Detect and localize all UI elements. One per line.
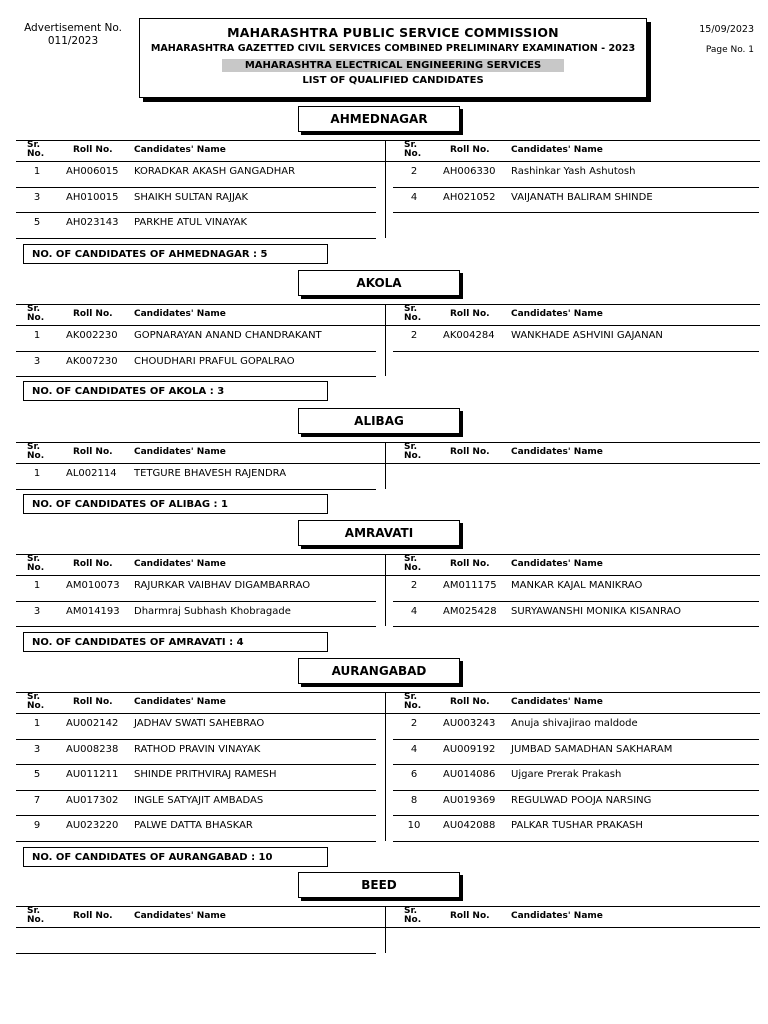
commission-title: MAHARASHTRA PUBLIC SERVICE COMMISSION — [227, 25, 559, 40]
table-header-border — [16, 325, 760, 326]
advertisement-value: 011/2023 — [47, 35, 99, 47]
candidate-count: NO. OF CANDIDATES OF AHMEDNAGAR : 5 — [23, 244, 328, 264]
table-row-sr: 10 — [407, 820, 421, 832]
header-roll-no: Roll No. — [73, 447, 113, 457]
header-roll-no: Roll No. — [450, 447, 490, 457]
header-candidate-name: Candidates' Name — [511, 447, 603, 457]
table-row-roll: AU017302 — [66, 794, 119, 806]
table-row-roll: AM010073 — [66, 580, 120, 591]
header-no: No. — [27, 915, 45, 925]
candidate-count: NO. OF CANDIDATES OF AKOLA : 3 — [23, 381, 328, 401]
header-sr: Sr. — [404, 554, 418, 564]
header-no: No. — [27, 451, 45, 461]
table-row-roll: AK004284 — [443, 330, 495, 341]
header-no: No. — [404, 915, 422, 925]
header-candidate-name: Candidates' Name — [511, 559, 603, 569]
table-header-border — [16, 463, 760, 464]
header-sr: Sr. — [404, 692, 418, 702]
header-candidate-name: Candidates' Name — [134, 447, 226, 457]
table-row-name: PALWE DATTA BHASKAR — [134, 820, 253, 832]
table-row-border — [16, 815, 376, 816]
table-row-name: Rashinkar Yash Ashutosh — [511, 166, 636, 177]
header-sr: Sr. — [27, 692, 41, 702]
table-row-border — [393, 815, 759, 816]
header-no: No. — [404, 313, 422, 323]
table-row-roll: AH023143 — [66, 217, 119, 229]
table-row-name: GOPNARAYAN ANAND CHANDRAKANT — [134, 330, 322, 341]
table-row-border — [16, 238, 376, 239]
table-row-sr: 8 — [410, 794, 418, 806]
header-roll-no: Roll No. — [73, 697, 113, 707]
header-sr: Sr. — [404, 140, 418, 150]
table-row-sr: 1 — [33, 718, 41, 729]
table-row-border — [16, 489, 376, 490]
header-candidate-name: Candidates' Name — [134, 559, 226, 569]
header-sr: Sr. — [404, 906, 418, 916]
exam-title: MAHARASHTRA GAZETTED CIVIL SERVICES COMBINED PRELIMINARY EXAMINATION - 2023 — [150, 43, 636, 54]
table-row-border — [16, 351, 376, 352]
table-row-roll: AH021052 — [443, 191, 496, 203]
header-roll-no: Roll No. — [73, 309, 113, 319]
header-roll-no: Roll No. — [450, 697, 490, 707]
header-sr: Sr. — [27, 140, 41, 150]
page-number: Page No. 1 — [705, 45, 754, 55]
table-row-border — [16, 626, 376, 627]
table-row-name: TETGURE BHAVESH RAJENDRA — [134, 468, 287, 479]
advertisement-label: Advertisement No. — [24, 22, 122, 34]
table-row-sr: 3 — [33, 355, 41, 367]
table-row-border — [393, 187, 759, 188]
table-row-roll: AH006330 — [443, 166, 496, 177]
table-top-border — [16, 906, 760, 907]
header-sr: Sr. — [27, 442, 41, 452]
table-row-roll: AU014086 — [443, 769, 496, 781]
table-row-sr: 2 — [410, 718, 418, 729]
header-candidate-name: Candidates' Name — [134, 697, 226, 707]
table-row-sr: 4 — [410, 605, 418, 617]
table-row-name: RATHOD PRAVIN VINAYAK — [134, 743, 261, 755]
header-sr: Sr. — [404, 442, 418, 452]
table-row-sr: 1 — [33, 580, 41, 591]
column-divider — [385, 692, 386, 841]
candidate-count: NO. OF CANDIDATES OF AMRAVATI : 4 — [23, 632, 328, 652]
table-top-border — [16, 140, 760, 141]
column-divider — [385, 554, 386, 626]
table-top-border — [16, 442, 760, 443]
table-row-sr: 2 — [410, 580, 418, 591]
table-row-roll: AU008238 — [66, 743, 119, 755]
table-row-border — [393, 764, 759, 765]
table-row-sr: 1 — [33, 330, 41, 341]
table-header-border — [16, 575, 760, 576]
district-title: BEED — [298, 872, 460, 898]
header-no: No. — [404, 149, 422, 159]
table-row-sr: 3 — [33, 605, 41, 617]
header-no: No. — [404, 701, 422, 711]
header-no: No. — [27, 701, 45, 711]
table-row-border — [16, 739, 376, 740]
header-roll-no: Roll No. — [450, 309, 490, 319]
table-row-sr: 7 — [33, 794, 41, 806]
list-title: LIST OF QUALIFIED CANDIDATES — [302, 75, 484, 86]
table-row-name: JUMBAD SAMADHAN SAKHARAM — [511, 743, 673, 755]
table-row-name: WANKHADE ASHVINI GAJANAN — [511, 330, 663, 341]
document-header — [139, 18, 647, 98]
header-roll-no: Roll No. — [73, 911, 113, 921]
header-candidate-name: Candidates' Name — [134, 309, 226, 319]
header-candidate-name: Candidates' Name — [511, 697, 603, 707]
table-row-roll: AM014193 — [66, 605, 120, 617]
table-row-border — [393, 601, 759, 602]
table-row-border — [393, 212, 759, 213]
table-row-name: PARKHE ATUL VINAYAK — [134, 217, 248, 229]
table-row-roll: AH006015 — [66, 166, 119, 177]
header-sr: Sr. — [27, 554, 41, 564]
table-top-border — [16, 554, 760, 555]
district-title: AHMEDNAGAR — [298, 106, 460, 132]
header-no: No. — [404, 563, 422, 573]
table-row-sr: 1 — [33, 468, 41, 479]
table-row-border — [393, 626, 759, 627]
table-row-name: JADHAV SWATI SAHEBRAO — [134, 718, 265, 729]
table-row-roll: AU023220 — [66, 820, 119, 832]
table-header-border — [16, 713, 760, 714]
table-row-border — [16, 212, 376, 213]
header-roll-no: Roll No. — [450, 145, 490, 155]
table-header-border — [16, 927, 760, 928]
table-row-sr: 6 — [410, 769, 418, 781]
table-row-roll: AU002142 — [66, 718, 119, 729]
table-row-name: Anuja shivajirao maldode — [511, 718, 638, 729]
header-roll-no: Roll No. — [450, 559, 490, 569]
table-row-border — [16, 601, 376, 602]
table-row-roll: AU009192 — [443, 743, 496, 755]
header-no: No. — [27, 563, 45, 573]
table-row-roll: AU042088 — [443, 820, 496, 832]
document-date: 15/09/2023 — [699, 24, 754, 35]
district-title: AURANGABAD — [298, 658, 460, 684]
table-row-sr: 3 — [33, 191, 41, 203]
table-row-border — [393, 351, 759, 352]
table-row-sr: 5 — [33, 217, 41, 229]
table-row-border — [393, 841, 759, 842]
district-title: ALIBAG — [298, 408, 460, 434]
table-row-roll: AM011175 — [443, 580, 497, 591]
table-row-name: VAIJANATH BALIRAM SHINDE — [511, 191, 653, 203]
table-row-name: Ujgare Prerak Prakash — [511, 769, 622, 781]
header-roll-no: Roll No. — [450, 911, 490, 921]
table-top-border — [16, 304, 760, 305]
table-row-border — [16, 953, 376, 954]
column-divider — [385, 140, 386, 238]
table-row-roll: AU011211 — [66, 769, 119, 781]
header-candidate-name: Candidates' Name — [134, 911, 226, 921]
advertisement-number — [18, 22, 128, 48]
table-row-border — [16, 376, 376, 377]
header-candidate-name: Candidates' Name — [511, 309, 603, 319]
table-row-name: RAJURKAR VAIBHAV DIGAMBARRAO — [134, 580, 311, 591]
header-sr: Sr. — [27, 304, 41, 314]
header-no: No. — [27, 313, 45, 323]
table-row-name: SURYAWANSHI MONIKA KISANRAO — [511, 605, 682, 617]
table-row-name: MANKAR KAJAL MANIKRAO — [511, 580, 643, 591]
table-row-border — [16, 764, 376, 765]
table-row-name: Dharmraj Subhash Khobragade — [134, 605, 291, 617]
table-row-name: PALKAR TUSHAR PRAKASH — [511, 820, 643, 832]
table-row-sr: 1 — [33, 166, 41, 177]
header-candidate-name: Candidates' Name — [511, 145, 603, 155]
table-row-roll: AU003243 — [443, 718, 496, 729]
candidate-count: NO. OF CANDIDATES OF AURANGABAD : 10 — [23, 847, 328, 867]
table-row-sr: 2 — [410, 166, 418, 177]
table-row-name: KORADKAR AKASH GANGADHAR — [134, 166, 296, 177]
table-row-roll: AM025428 — [443, 605, 497, 617]
column-divider — [385, 304, 386, 376]
table-row-name: SHAIKH SULTAN RAJJAK — [134, 191, 249, 203]
header-candidate-name: Candidates' Name — [511, 911, 603, 921]
table-top-border — [16, 692, 760, 693]
table-row-border — [393, 739, 759, 740]
table-row-roll: AL002114 — [66, 468, 117, 479]
table-header-border — [16, 161, 760, 162]
table-row-name: INGLE SATYAJIT AMBADAS — [134, 794, 264, 806]
table-row-sr: 4 — [410, 743, 418, 755]
table-row-sr: 2 — [410, 330, 418, 341]
header-no: No. — [27, 149, 45, 159]
table-row-name: REGULWAD POOJA NARSING — [511, 794, 652, 806]
table-row-sr: 3 — [33, 743, 41, 755]
district-title: AKOLA — [298, 270, 460, 296]
service-title: MAHARASHTRA ELECTRICAL ENGINEERING SERVICES — [222, 59, 564, 72]
table-row-sr: 5 — [33, 769, 41, 781]
header-sr: Sr. — [27, 906, 41, 916]
table-row-name: SHINDE PRITHVIRAJ RAMESH — [134, 769, 277, 781]
header-roll-no: Roll No. — [73, 145, 113, 155]
table-row-roll: AH010015 — [66, 191, 119, 203]
table-row-border — [393, 790, 759, 791]
column-divider — [385, 906, 386, 953]
table-row-sr: 9 — [33, 820, 41, 832]
header-no: No. — [404, 451, 422, 461]
header-sr: Sr. — [404, 304, 418, 314]
table-row-border — [16, 841, 376, 842]
table-row-roll: AU019369 — [443, 794, 496, 806]
header-roll-no: Roll No. — [73, 559, 113, 569]
table-row-sr: 4 — [410, 191, 418, 203]
table-row-roll: AK007230 — [66, 355, 118, 367]
table-row-roll: AK002230 — [66, 330, 118, 341]
table-row-name: CHOUDHARI PRAFUL GOPALRAO — [134, 355, 295, 367]
district-title: AMRAVATI — [298, 520, 460, 546]
table-row-border — [16, 790, 376, 791]
column-divider — [385, 442, 386, 489]
table-row-border — [16, 187, 376, 188]
header-candidate-name: Candidates' Name — [134, 145, 226, 155]
candidate-count: NO. OF CANDIDATES OF ALIBAG : 1 — [23, 494, 328, 514]
